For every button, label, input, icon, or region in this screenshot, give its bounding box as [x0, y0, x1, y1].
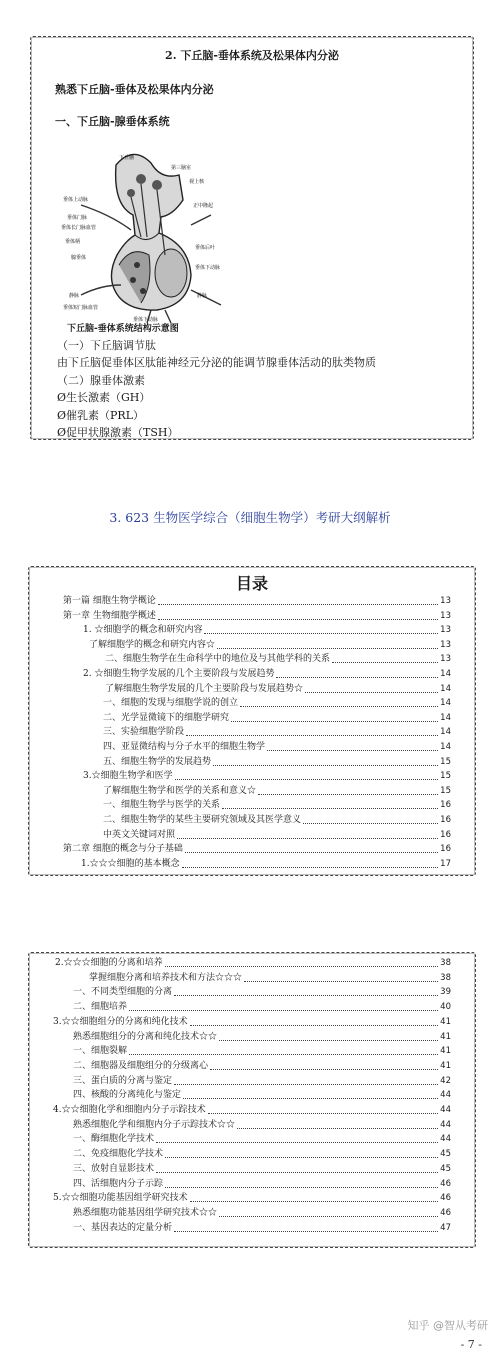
toc-leader-dots [182, 867, 439, 868]
toc-entry-label: 1. ☆细胞学的概念和研究内容 [83, 625, 203, 636]
toc-entry-page: 38 [440, 958, 451, 968]
toc-leader-dots [305, 692, 438, 693]
toc-entry-page: 46 [440, 1207, 451, 1218]
toc-entry[interactable] [103, 829, 451, 841]
page-number: - 7 - [460, 1338, 482, 1351]
toc-leader-dots [174, 1084, 438, 1085]
toc-entry-label: 3.☆☆细胞组分的分离和纯化技术 [53, 1016, 188, 1027]
toc-entry-label: 二、细胞培养 [73, 1002, 128, 1013]
diagram-label: 垂体柄 [65, 239, 81, 245]
toc-leader-dots [174, 1231, 438, 1232]
toc-entry[interactable] [73, 986, 451, 998]
toc-entry[interactable] [73, 1060, 451, 1072]
toc-entry-label: 二、细胞生物学的某些主要研究领域及其医学意义 [103, 815, 302, 825]
toc-entry-page: 14 [440, 742, 451, 752]
toc-entry-page: 17 [440, 858, 451, 869]
body-line: Ø促甲状腺激素（TSH） [57, 426, 179, 440]
toc-entry[interactable] [105, 653, 451, 665]
pituitary-diagram [61, 145, 231, 325]
toc-entry[interactable] [83, 668, 451, 680]
toc-leader-dots [237, 1128, 438, 1129]
toc-entry-label: 熟悉细胞功能基因组学研究技术☆☆ [73, 1207, 218, 1218]
toc-entry[interactable] [73, 1001, 451, 1013]
body-line: Ø催乳素（PRL） [57, 408, 145, 422]
toc-entry[interactable] [103, 814, 451, 826]
toc-entry-label: 第一篇 细胞生物学概论 [63, 596, 156, 606]
toc-entry-label: 熟悉细胞化学和细胞内分子示踪技术☆☆ [73, 1119, 236, 1130]
toc-entry-label: 二、免疫细胞化学技术 [73, 1149, 164, 1160]
toc-entry-page: 46 [440, 1178, 451, 1189]
toc-leader-dots [156, 1142, 438, 1143]
toc-leader-dots [165, 1157, 438, 1158]
diagram-label: 垂体后叶 [195, 245, 216, 251]
toc-leader-dots [185, 852, 438, 853]
toc-leader-dots [129, 1054, 438, 1055]
toc-entry-label: 二、光学显微镜下的细胞学研究 [103, 712, 230, 723]
toc-entry[interactable] [55, 957, 451, 969]
toc-entry-label: 4.☆☆细胞化学和细胞内分子示踪技术 [53, 1105, 206, 1115]
toc-entry-page: 16 [440, 829, 451, 840]
toc-leader-dots [165, 966, 439, 967]
toc-entry[interactable] [83, 770, 451, 782]
toc-entry[interactable] [73, 1207, 451, 1219]
toc-entry-label: 第二章 细胞的概念与分子基础 [63, 844, 183, 855]
toc-entry-label: 三、放射自显影技术 [73, 1163, 155, 1174]
toc-entry-label: 二、细胞生物学在生命科学中的地位及与其他学科的关系 [105, 654, 331, 665]
toc-entry-page: 41 [440, 1060, 451, 1071]
toc-leader-dots [158, 619, 438, 620]
excerpt-subtitle: 熟悉下丘脑-垂体及松果体内分泌 [55, 83, 214, 96]
toc-entry[interactable] [89, 639, 451, 651]
toc-entry-page: 14 [440, 683, 451, 694]
diagram-label: 垂体下动脉 [133, 317, 159, 323]
toc-entry[interactable] [73, 1075, 451, 1087]
toc-leader-dots [276, 677, 438, 678]
toc-entry-label: 三、蛋白质的分离与鉴定 [73, 1075, 173, 1086]
toc-entry[interactable] [73, 1222, 451, 1234]
toc-entry-page: 13 [440, 625, 451, 636]
toc-entry-page: 13 [440, 610, 451, 621]
toc-entry[interactable] [103, 712, 451, 724]
toc-entry-page: 44 [440, 1090, 451, 1101]
toc-entry-page: 14 [440, 727, 451, 738]
toc-entry-label: 了解细胞生物学和医学的关系和意义☆ [103, 785, 257, 796]
toc-entry-page: 13 [440, 654, 451, 665]
toc-leader-dots [219, 1216, 438, 1217]
toc-entry[interactable] [73, 1148, 451, 1160]
toc-entry[interactable] [63, 843, 451, 855]
section-heading: 3. 623 生物医学综合（细胞生物学）考研大纲解析 [109, 510, 391, 525]
toc-entry-page: 45 [440, 1149, 451, 1160]
toc-entry-label: 第一章 生物细胞学概述 [63, 610, 156, 621]
toc-leader-dots [219, 1040, 438, 1041]
toc-leader-dots [210, 1069, 438, 1070]
toc-leader-dots [175, 779, 439, 780]
diagram-label: 静脉 [197, 293, 208, 299]
toc-entry-page: 39 [440, 987, 451, 998]
diagram-label: 垂体门脉 [67, 215, 88, 221]
toc-entry[interactable] [103, 756, 451, 768]
diagram-label: 第三脑室 [171, 165, 192, 171]
toc-entry-page: 41 [440, 1016, 451, 1027]
toc-entry-page: 16 [440, 844, 451, 855]
toc-entry-page: 15 [440, 756, 451, 767]
toc-entry[interactable] [103, 741, 451, 753]
excerpt-title: 2. 下丘脑-垂体系统及松果体内分泌 [165, 49, 339, 62]
toc-entry-label: 一、基因表达的定量分析 [73, 1222, 173, 1233]
diagram-label: 下丘脑 [119, 155, 135, 161]
toc-entry[interactable] [73, 1045, 451, 1057]
toc-entry[interactable] [103, 785, 451, 797]
toc-entry-page: 38 [440, 972, 451, 983]
diagram-label: 垂体上动脉 [63, 197, 89, 203]
toc-leader-dots [332, 662, 438, 663]
toc-entry-page: 47 [440, 1222, 451, 1233]
toc-entry[interactable] [53, 1192, 451, 1204]
toc-leader-dots [204, 633, 438, 634]
toc-entry-label: 三、实验细胞学阶段 [103, 727, 185, 738]
toc-card-1 [28, 566, 476, 876]
toc-title: 目录 [235, 574, 268, 593]
excerpt-section: 一、下丘脑-腺垂体系统 [55, 115, 170, 128]
toc-entry[interactable] [53, 1016, 451, 1028]
toc-entry[interactable] [73, 1031, 451, 1043]
toc-leader-dots [258, 794, 438, 795]
excerpt-card [30, 36, 474, 440]
toc-entry-label: 5.☆☆细胞功能基因组学研究技术 [53, 1193, 188, 1204]
toc-leader-dots [217, 648, 438, 649]
toc-leader-dots [190, 1025, 439, 1026]
toc-leader-dots [186, 735, 438, 736]
toc-entry-label: 熟悉细胞组分的分离和纯化技术☆☆ [73, 1031, 218, 1042]
toc-leader-dots [244, 981, 438, 982]
toc-leader-dots [267, 750, 438, 751]
diagram-label: 静脉 [69, 293, 80, 299]
toc-entry-page: 14 [440, 712, 451, 723]
toc-entry-page: 15 [440, 771, 451, 782]
toc-leader-dots [177, 838, 438, 839]
toc-leader-dots [165, 1187, 438, 1188]
diagram-label: 腺垂体 [71, 255, 87, 261]
diagram-caption: 下丘脑-垂体系统结构示意图 [67, 324, 179, 334]
toc-entry-label: 了解细胞生物学发展的几个主要阶段与发展趋势☆ [105, 683, 304, 694]
toc-entry-page: 44 [440, 1134, 451, 1145]
body-line: （二）腺垂体激素 [57, 373, 145, 387]
toc-entry-label: 四、核酸的分离纯化与鉴定 [73, 1090, 182, 1101]
toc-entry-label: 一、不同类型细胞的分离 [73, 987, 173, 998]
diagram-label: 垂体短门脉血管 [63, 305, 99, 311]
toc-entry-label: 1.☆☆☆细胞的基本概念 [81, 858, 180, 869]
toc-entry[interactable] [73, 1119, 451, 1131]
body-line: Ø生长激素（GH） [57, 391, 151, 405]
toc-entry-label: 一、细胞裂解 [73, 1046, 128, 1057]
diagram-label: 正中隆起 [193, 203, 214, 209]
toc-entry-page: 41 [440, 1031, 451, 1042]
toc-entry-page: 44 [440, 1105, 451, 1115]
toc-entry[interactable] [103, 799, 451, 811]
excerpt-body [57, 337, 376, 440]
toc-entry[interactable] [103, 726, 451, 738]
body-line: （一）下丘脑调节肽 [57, 339, 156, 352]
toc-entry[interactable] [73, 1133, 451, 1145]
toc-leader-dots [231, 721, 438, 722]
toc-leader-dots [240, 706, 438, 707]
toc-entry-page: 44 [440, 1119, 451, 1130]
toc-entry-page: 45 [440, 1163, 451, 1174]
toc-leader-dots [129, 1010, 438, 1011]
toc-leader-dots [222, 808, 438, 809]
toc-entry[interactable] [105, 683, 451, 695]
toc-entry[interactable] [63, 610, 451, 622]
toc-entry-label: 2.☆☆☆细胞的分离和培养 [55, 958, 163, 968]
toc-entry[interactable] [89, 972, 451, 984]
toc-leader-dots [303, 823, 438, 824]
toc-leader-dots [174, 995, 438, 996]
toc-leader-dots [183, 1098, 438, 1099]
toc-entry-page: 46 [440, 1193, 451, 1204]
toc-entry-label: 一、细胞生物学与医学的关系 [103, 800, 221, 811]
toc-entry-label: 四、活细胞内分子示踪 [73, 1178, 164, 1189]
toc-entry[interactable] [83, 624, 451, 636]
toc-entry-page: 14 [440, 698, 451, 709]
toc-entry-page: 40 [440, 1002, 451, 1013]
toc-entry[interactable] [73, 1163, 451, 1175]
toc-entry-label: 3.☆细胞生物学和医学 [83, 771, 173, 782]
toc-entry-label: 一、酶细胞化学技术 [73, 1134, 155, 1145]
toc-entry-page: 16 [440, 815, 451, 825]
toc-entry-label: 二、细胞器及细胞组分的分级离心 [73, 1060, 209, 1071]
toc-entry-page: 42 [440, 1075, 451, 1086]
toc-entry[interactable] [53, 1104, 451, 1116]
toc-entry-label: 了解细胞学的概念和研究内容☆ [89, 639, 216, 650]
toc-entry[interactable] [73, 1178, 451, 1190]
toc-entry-label: 中英文关键词对照 [103, 829, 176, 840]
toc-entry-page: 13 [440, 639, 451, 650]
toc-entry[interactable] [81, 858, 451, 870]
body-line: 由下丘脑促垂体区肽能神经元分泌的能调节腺垂体活动的肽类物质 [57, 356, 376, 370]
watermark: 知乎 @智从考研 [407, 1319, 488, 1332]
toc-entry-label: 五、细胞生物学的发展趋势 [103, 756, 212, 767]
diagram-label: 视上核 [189, 179, 205, 185]
toc-entry-page: 15 [440, 785, 451, 796]
toc-entry-label: 掌握细胞分离和培养技术和方法☆☆☆ [89, 972, 243, 983]
toc-entry[interactable] [73, 1089, 451, 1101]
toc-leader-dots [213, 765, 438, 766]
toc-entry[interactable] [63, 595, 451, 607]
toc-leader-dots [190, 1201, 439, 1202]
toc-leader-dots [208, 1113, 439, 1114]
toc-leader-dots [158, 604, 438, 605]
diagram-label: 垂体长门脉血管 [61, 225, 97, 231]
toc-entry-page: 16 [440, 800, 451, 811]
toc-card-2 [28, 952, 476, 1248]
toc-entry-page: 41 [440, 1046, 451, 1057]
toc-entry-page: 14 [440, 669, 451, 679]
diagram-label: 垂体下动脉 [195, 265, 221, 271]
toc-entry-label: 一、细胞的发现与细胞学说的创立 [103, 698, 239, 709]
toc-entry[interactable] [103, 697, 451, 709]
toc-entry-page: 13 [440, 596, 451, 606]
toc-leader-dots [156, 1172, 438, 1173]
toc-entry-label: 四、亚显微结构与分子水平的细胞生物学 [103, 742, 266, 752]
toc-entry-label: 2. ☆细胞生物学发展的几个主要阶段与发展趋势 [83, 669, 275, 679]
